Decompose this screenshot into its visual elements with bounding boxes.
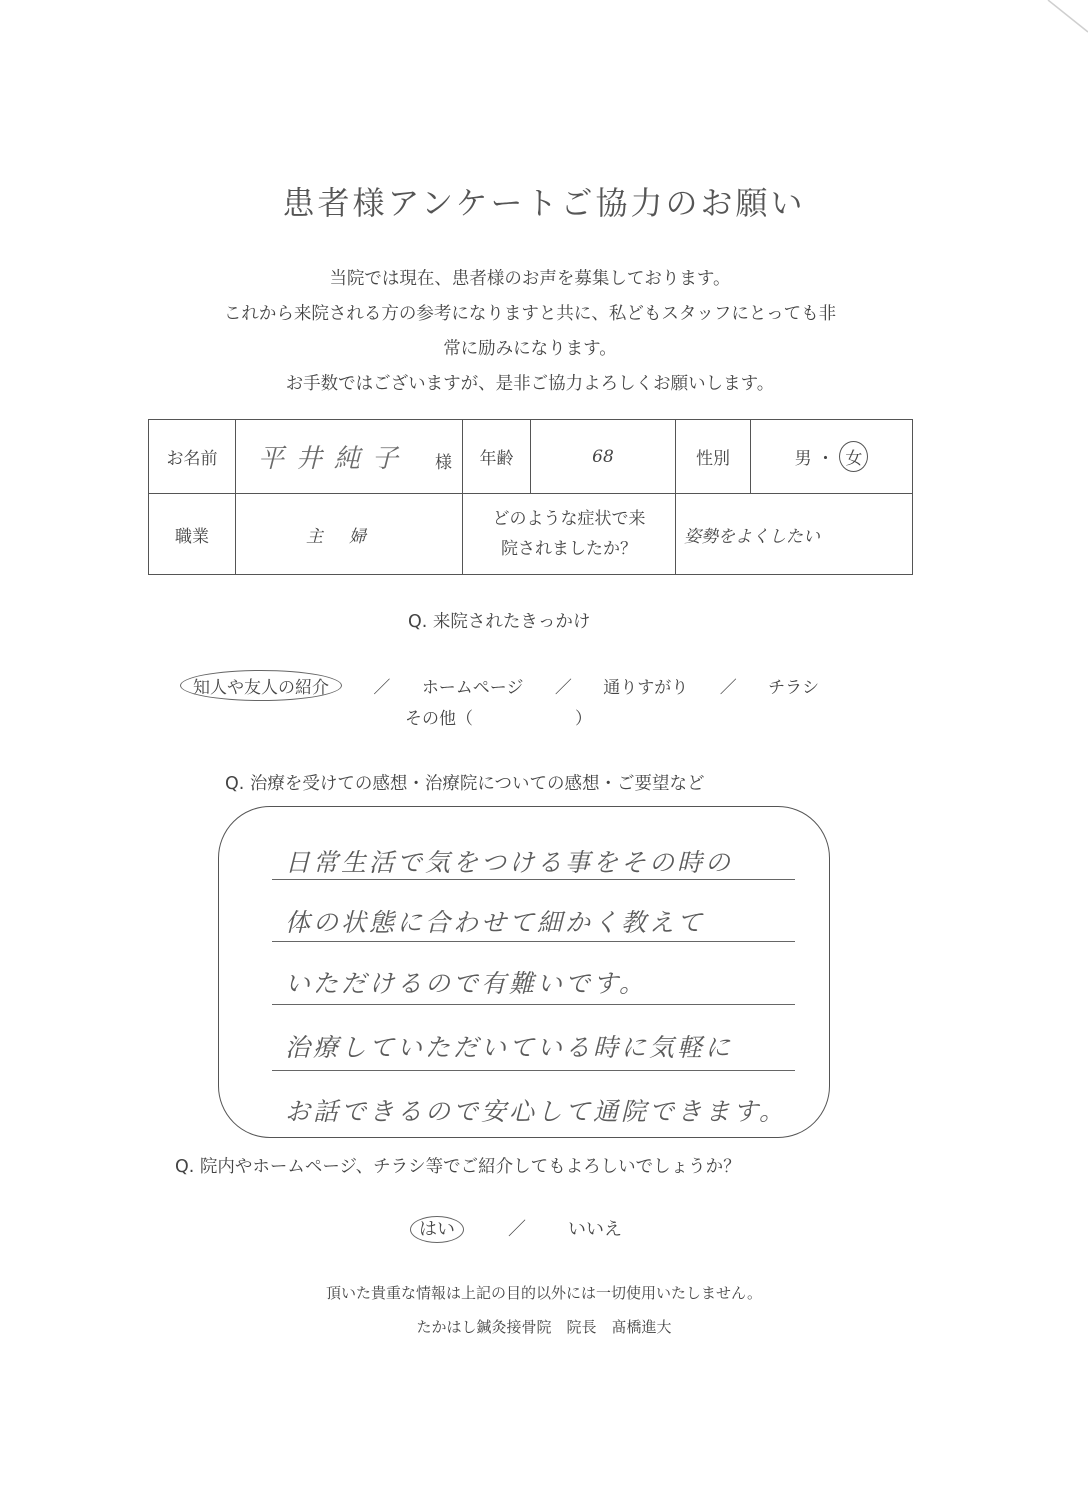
q1-label: Q. 来院されたきっかけ <box>408 612 591 632</box>
intro-text <box>140 262 920 402</box>
name-field[interactable] <box>236 420 463 494</box>
symptom-question <box>463 494 676 575</box>
option-flyer[interactable]: チラシ <box>768 678 820 698</box>
sex-separator: ・ <box>817 449 834 469</box>
sex-options <box>751 420 913 494</box>
q2-label: Q. 治療を受けての感想・治療院についての感想・ご要望など <box>225 774 705 794</box>
intro-line: 常に励みになります。 <box>443 339 617 359</box>
consent-yes[interactable] <box>410 1215 464 1241</box>
comment-line: 体の状態に合わせて細かく教えて <box>285 908 706 937</box>
clinic-signature: たかはし鍼灸接骨院 院長 髙橋進大 <box>416 1318 672 1336</box>
option-referral[interactable]: 知人や友人の紹介 <box>180 670 342 701</box>
option-separator: ／ <box>554 678 572 698</box>
comment-rule <box>272 1004 795 1005</box>
comment-line: お話できるので安心して通院できます。 <box>285 1097 788 1126</box>
option-other[interactable]: その他（ ） <box>405 709 592 729</box>
q3-label: Q. 院内やホームページ、チラシ等でご紹介してもよろしいでしょうか？ <box>175 1157 741 1177</box>
sex-option-male[interactable]: 男 <box>794 449 812 469</box>
page-corner-fold <box>1018 0 1088 40</box>
intro-line: お手数ではございますが、是非ご協力よろしくお願いします。 <box>285 374 775 394</box>
symptom-question-line: どのような症状で来 <box>492 509 646 529</box>
comment-line: 日常生活で気をつける事をその時の <box>285 848 734 877</box>
comment-rule <box>272 1070 795 1071</box>
occupation-value[interactable]: 主婦 <box>236 494 463 575</box>
intro-line: これから来院される方の参考になりますと共に、私どもスタッフにとっても非 <box>223 304 837 324</box>
consent-yes-label: はい <box>410 1216 464 1243</box>
name-suffix: 様 <box>435 453 452 473</box>
symptom-question-line: 院されましたか？ <box>501 539 637 559</box>
age-value[interactable]: 68 <box>531 420 676 494</box>
intro-line: 当院では現在、患者様のお声を募集しております。 <box>329 269 731 289</box>
privacy-notice: 頂いた貴重な情報は上記の目的以外には一切使用いたしません。 <box>326 1284 762 1302</box>
q1-options <box>180 670 819 701</box>
age-label: 年齢 <box>463 420 531 494</box>
sex-option-female[interactable]: 女 <box>839 441 868 472</box>
option-homepage[interactable]: ホームページ <box>421 678 524 698</box>
occupation-label: 職業 <box>149 494 236 575</box>
consent-no[interactable]: いいえ <box>568 1219 622 1240</box>
patient-info-table <box>148 419 913 575</box>
comment-line: いただけるので有難いです。 <box>285 969 648 998</box>
name-value: 平井純子 <box>258 444 411 474</box>
page-title: 患者様アンケートご協力のお願い <box>282 184 806 222</box>
comment-rule <box>272 941 795 942</box>
consent-separator: ／ <box>508 1219 526 1240</box>
comment-rule <box>272 879 795 880</box>
option-separator: ／ <box>373 678 391 698</box>
option-passing-by[interactable]: 通りすがり <box>603 678 689 698</box>
comment-line: 治療していただいている時に気軽に <box>285 1033 734 1062</box>
symptom-value[interactable]: 姿勢をよくしたい <box>676 494 913 575</box>
sex-label: 性別 <box>676 420 751 494</box>
name-label: お名前 <box>149 420 236 494</box>
option-separator: ／ <box>719 678 737 698</box>
